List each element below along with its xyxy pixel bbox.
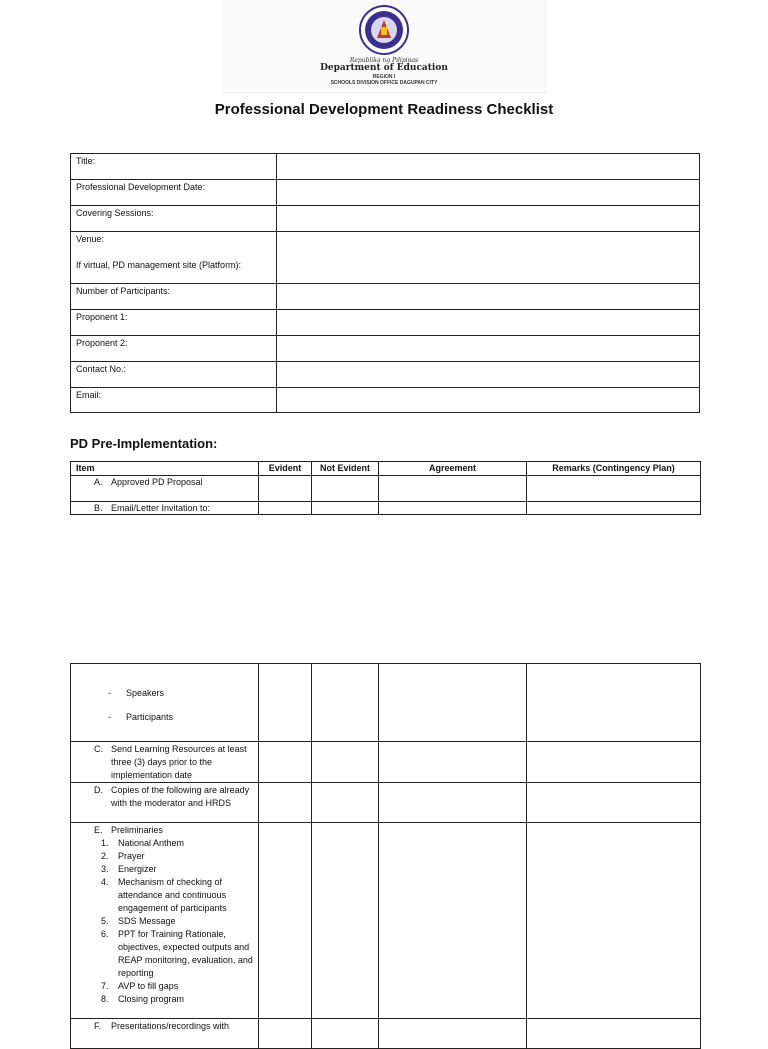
item-marker: E.: [94, 825, 103, 835]
sub-item-text: Speakers: [126, 688, 165, 698]
not-evident-cell[interactable]: [312, 664, 379, 742]
sub-item-text: Energizer: [118, 864, 157, 874]
sub-item-number: 1.: [101, 838, 109, 848]
agreement-cell[interactable]: [379, 476, 527, 502]
item-marker: B.: [94, 503, 103, 513]
sub-item-number: 6.: [101, 929, 109, 939]
not-evident-cell[interactable]: [312, 742, 379, 783]
item-cell: [71, 664, 259, 742]
checklist-row-b-continued: [71, 664, 701, 742]
sub-item-number: 7.: [101, 981, 109, 991]
checklist-row-a: [71, 476, 701, 502]
document-title: Professional Development Readiness Checklist: [214, 101, 554, 118]
remarks-cell[interactable]: [527, 476, 701, 502]
checklist-row-d: [71, 783, 701, 823]
info-label: Covering Sessions:: [71, 206, 277, 232]
info-row-proponent-2: [71, 336, 700, 362]
venue-label: Venue:: [76, 234, 105, 244]
info-row-date: [71, 180, 700, 206]
dash-bullet: -: [108, 688, 111, 698]
info-row-venue: [71, 232, 700, 284]
remarks-cell[interactable]: [527, 1019, 701, 1049]
sub-item-text: PPT for Training Rationale, objectives, expected outputs and REAP monitoring, evaluation, and reporting: [118, 929, 253, 978]
info-row-participants: [71, 284, 700, 310]
sub-item-number: 4.: [101, 877, 109, 887]
checklist-table: [70, 461, 701, 515]
column-header-evident: Evident: [259, 462, 312, 476]
info-label: Number of Participants:: [71, 284, 277, 310]
checklist-header-row: [71, 462, 701, 476]
not-evident-cell[interactable]: [312, 823, 379, 1019]
sub-item-text: Participants: [126, 712, 174, 722]
evident-cell[interactable]: [259, 664, 312, 742]
item-text: Presentations/recordings with: [111, 1021, 230, 1031]
agreement-cell[interactable]: [379, 1019, 527, 1049]
not-evident-cell[interactable]: [312, 502, 379, 515]
remarks-cell[interactable]: [527, 823, 701, 1019]
info-label: Contact No.:: [71, 362, 277, 388]
info-row-sessions: [71, 206, 700, 232]
department-name: Department of Education: [320, 63, 448, 73]
platform-label: If virtual, PD management site (Platform):: [76, 260, 242, 270]
agreement-cell[interactable]: [379, 742, 527, 783]
remarks-cell[interactable]: [527, 664, 701, 742]
info-table: [70, 153, 700, 413]
agreement-cell[interactable]: [379, 502, 527, 515]
checklist-table-continued: [70, 663, 701, 1049]
sub-item-number: 5.: [101, 916, 109, 926]
column-header-not-evident: Not Evident: [312, 462, 379, 476]
evident-cell[interactable]: [259, 823, 312, 1019]
evident-cell[interactable]: [259, 502, 312, 515]
evident-cell[interactable]: [259, 783, 312, 823]
not-evident-cell[interactable]: [312, 476, 379, 502]
sub-item-number: 2.: [101, 851, 109, 861]
dash-bullet: -: [108, 712, 111, 722]
sub-item-number: 3.: [101, 864, 109, 874]
remarks-cell[interactable]: [527, 742, 701, 783]
deped-seal-logo: [359, 5, 409, 55]
column-header-agreement: Agreement: [379, 462, 527, 476]
checklist-row-e: [71, 823, 701, 1019]
item-text: Send Learning Resources at least three (3) days prior to the implementation date: [111, 744, 247, 780]
info-label: Title:: [71, 154, 277, 180]
info-label: Proponent 1:: [71, 310, 277, 336]
item-marker: C.: [94, 744, 103, 754]
column-header-remarks: Remarks (Contingency Plan): [527, 462, 701, 476]
section-title: PD Pre-Implementation:: [70, 436, 218, 451]
region-text: REGION I: [372, 74, 396, 80]
info-value-field[interactable]: [277, 206, 700, 232]
info-row-proponent-1: [71, 310, 700, 336]
sub-item-text: Closing program: [118, 994, 185, 1004]
agreement-cell[interactable]: [379, 823, 527, 1019]
item-text: Approved PD Proposal: [111, 477, 203, 487]
remarks-cell[interactable]: [527, 783, 701, 823]
item-marker: F.: [94, 1021, 102, 1031]
info-value-field[interactable]: [277, 388, 700, 413]
agreement-cell[interactable]: [379, 664, 527, 742]
info-row-title: [71, 154, 700, 180]
info-value-field[interactable]: [277, 336, 700, 362]
info-label: Professional Development Date:: [71, 180, 277, 206]
info-value-field[interactable]: [277, 284, 700, 310]
republic-text: Republika ng Pilipinas: [349, 57, 419, 64]
item-text: Preliminaries: [111, 825, 164, 835]
item-cell: [71, 823, 259, 1019]
info-value-field[interactable]: [277, 154, 700, 180]
agreement-cell[interactable]: [379, 783, 527, 823]
sub-item-text: Mechanism of checking of attendance and continuous engagement of participants: [118, 877, 227, 913]
checklist-row-b: [71, 502, 701, 515]
item-marker: A.: [94, 477, 103, 487]
info-value-field[interactable]: [277, 362, 700, 388]
info-value-field[interactable]: [277, 232, 700, 284]
item-cell: [71, 502, 259, 515]
info-label: Proponent 2:: [71, 336, 277, 362]
info-value-field[interactable]: [277, 310, 700, 336]
info-row-contact: [71, 362, 700, 388]
info-label: Email:: [71, 388, 277, 413]
item-text: Email/Letter Invitation to:: [111, 503, 211, 513]
sub-item-number: 8.: [101, 994, 109, 1004]
division-office-text: SCHOOLS DIVISION OFFICE DAGUPAN CITY: [330, 80, 438, 86]
evident-cell[interactable]: [259, 742, 312, 783]
item-cell: [71, 1019, 259, 1049]
info-row-email: [71, 388, 700, 413]
not-evident-cell[interactable]: [312, 783, 379, 823]
item-marker: D.: [94, 785, 103, 795]
info-value-field[interactable]: [277, 180, 700, 206]
evident-cell[interactable]: [259, 476, 312, 502]
sub-item-text: National Anthem: [118, 838, 185, 848]
item-cell: [71, 742, 259, 783]
checklist-row-f: [71, 1019, 701, 1049]
column-header-item: Item: [71, 462, 259, 476]
item-cell: [71, 476, 259, 502]
evident-cell[interactable]: [259, 1019, 312, 1049]
item-cell: [71, 783, 259, 823]
not-evident-cell[interactable]: [312, 1019, 379, 1049]
sub-item-text: Prayer: [118, 851, 145, 861]
remarks-cell[interactable]: [527, 502, 701, 515]
info-label: [71, 232, 277, 284]
sub-item-text: SDS Message: [118, 916, 176, 926]
checklist-row-c: [71, 742, 701, 783]
sub-item-text: AVP to fill gaps: [118, 981, 179, 991]
item-text: Copies of the following are already with the moderator and HRDS: [111, 785, 250, 808]
